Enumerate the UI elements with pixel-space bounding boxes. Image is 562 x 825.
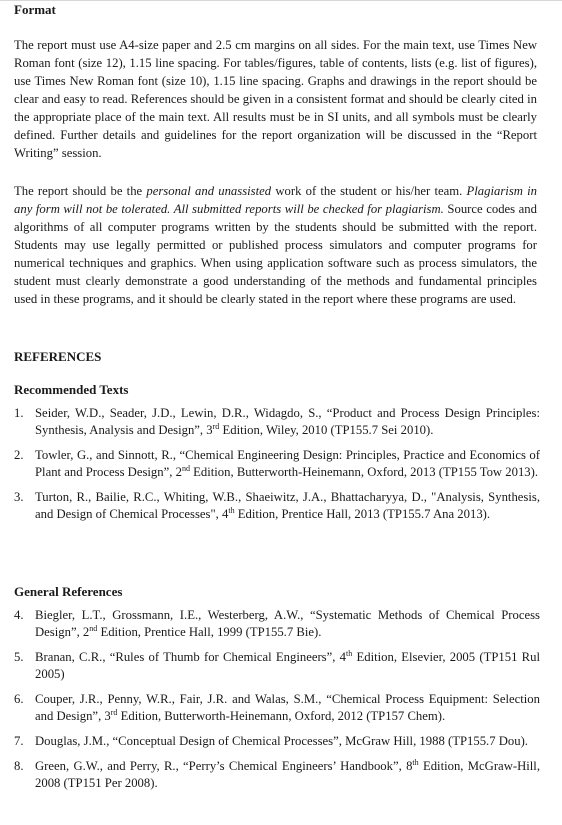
para2-text-2: work of the student or his/her team.: [271, 184, 467, 198]
reference-ordinal: th: [412, 758, 419, 767]
reference-number: 3.: [14, 490, 24, 504]
reference-number: 7.: [14, 734, 24, 748]
reference-number: 6.: [14, 692, 24, 706]
reference-ordinal: th: [228, 506, 235, 515]
format-paragraph-1: The report must use A4-size paper and 2.5 cm margins on all sides. For the main text, use Times New Roman font (size 12), 1.15 line spacing. For tables/figures, table of contents, lists (e.g. list of figures), use Times New Roman font (size 10), 1.15 line spacing. Graphs and drawings in the report should be clear and easy to read. References should be given in a consistent format and should be clearly cited in the appropriate place of the main text. All results must be in SI units, and all symbols must be clearly defined. Further details and guidelines for the report organization will be discussed in the “Report Writing” session.: [14, 38, 537, 160]
general-references-heading: General References: [14, 584, 123, 599]
recommended-texts-heading: Recommended Texts: [14, 382, 129, 397]
reference-text: Branan, C.R., “Rules of Thumb for Chemical Engineers”, 4: [35, 650, 347, 664]
top-divider: [0, 0, 562, 1]
reference-text-end: Edition, Butterworth-Heinemann, Oxford, 2012 (TP157 Chem).: [117, 709, 446, 723]
format-paragraph-2: [14, 182, 537, 308]
reference-text-end: Edition, Wiley, 2010 (TP155.7 Sei 2010).: [219, 423, 434, 437]
reference-text: Douglas, J.M., “Conceptual Design of Chemical Processes”, McGraw Hill, 1988 (TP155.7 Dou).: [35, 734, 528, 748]
para2-text-3: Source codes and algorithms of all computer programs written by the students should be submitted with the report. Students may use legally permitted or published process simulators and computer programs for numerical techniques and graphics. When using application software such as process simulators, the student must clearly demonstrate a good understanding of the methods and fundamental principles used in these programs, and it should be clearly stated in the report where these programs are used.: [14, 202, 537, 306]
reference-text: Turton, R., Bailie, R.C., Whiting, W.B., Shaeiwitz, J.A., Bhattacharyya, D., "Analysis, Synthesis, and Design of Chemical Processes", 4: [35, 490, 540, 521]
reference-ordinal: th: [346, 649, 353, 658]
reference-text: Green, G.W., and Perry, R., “Perry’s Chemical Engineers’ Handbook”, 8: [35, 759, 413, 773]
para2-italic-2: Plagiarism in any form will not be tolerated. All submitted reports will be checked for plagiarism.: [14, 184, 538, 216]
format-heading: Format: [14, 2, 56, 17]
reference-text: Biegler, L.T., Grossmann, I.E., Westerberg, A.W., “Systematic Methods of Chemical Process Design”, 2: [35, 608, 540, 639]
reference-ordinal: nd: [89, 624, 98, 633]
reference-number: 2.: [14, 448, 24, 462]
reference-item: [14, 758, 540, 792]
reference-text-end: Edition, Butterworth-Heinemann, Oxford, 2013 (TP155 Tow 2013).: [189, 465, 539, 479]
general-list: [14, 607, 540, 792]
references-heading: REFERENCES: [14, 349, 102, 364]
reference-text-end: Edition, Elsevier, 2005 (TP151 Rul 2005): [35, 650, 540, 681]
reference-number: 4.: [14, 608, 24, 622]
reference-text: Couper, J.R., Penny, W.R., Fair, J.R. and Walas, S.M., “Chemical Process Equipment: Selection and Design”, 3: [35, 692, 540, 723]
reference-ordinal: rd: [110, 708, 118, 717]
reference-text-end: Edition, Prentice Hall, 2013 (TP155.7 Ana 2013).: [234, 507, 491, 521]
reference-number: 5.: [14, 650, 24, 664]
reference-item: [14, 691, 540, 725]
recommended-list: [14, 405, 540, 523]
reference-item: [14, 649, 540, 683]
para2-text-1: The report should be the: [14, 184, 147, 198]
reference-text-end: Edition, Prentice Hall, 1999 (TP155.7 Bie).: [97, 625, 322, 639]
reference-ordinal: rd: [212, 422, 220, 431]
reference-text-end: Edition, McGraw-Hill, 2008 (TP151 Per 2008).: [35, 759, 540, 790]
reference-item: [14, 447, 540, 481]
reference-number: 8.: [14, 759, 24, 773]
reference-item: [14, 733, 540, 750]
reference-text: Seider, W.D., Seader, J.D., Lewin, D.R., Widagdo, S., “Product and Process Design Principles: Synthesis, Analysis and Design”, 3: [35, 406, 540, 437]
reference-item: [14, 405, 540, 439]
reference-item: [14, 489, 540, 523]
reference-ordinal: nd: [181, 464, 190, 473]
para2-italic-1: personal and unassisted: [146, 184, 272, 198]
reference-number: 1.: [14, 406, 24, 420]
reference-item: [14, 607, 540, 641]
reference-text: Towler, G., and Sinnott, R., “Chemical Engineering Design: Principles, Practice and Economics of Plant and Process Design”, 2: [35, 448, 540, 479]
